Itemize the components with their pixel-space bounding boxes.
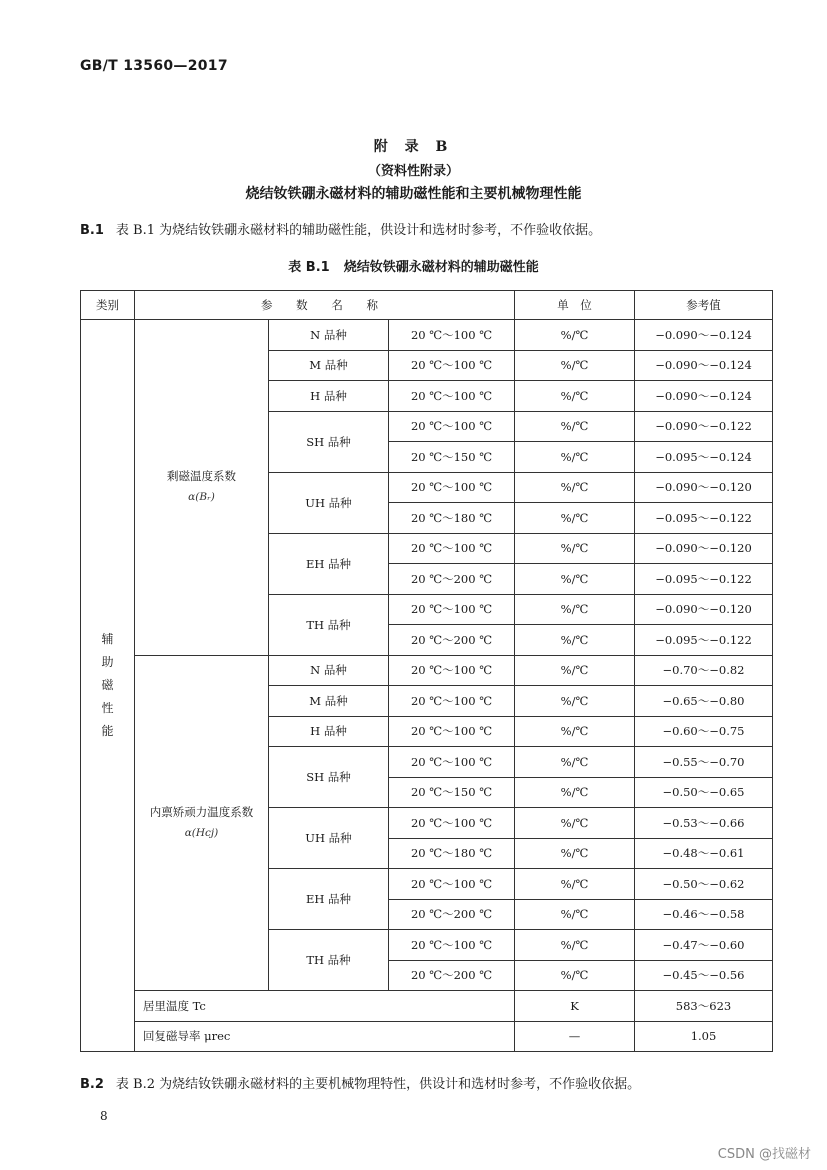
grade-cell: M 品种 [269, 350, 389, 381]
temp-range-cell: 20 ℃～100 ℃ [389, 350, 515, 381]
temp-range-cell: 20 ℃～100 ℃ [389, 716, 515, 747]
temp-range-cell: 20 ℃～200 ℃ [389, 625, 515, 656]
grade-cell: H 品种 [269, 381, 389, 412]
unit-cell: %/℃ [515, 686, 635, 717]
unit-cell: %/℃ [515, 533, 635, 564]
grade-cell: SH 品种 [269, 747, 389, 808]
value-cell: −0.65～−0.80 [635, 686, 773, 717]
section-b1-text: 表 B.1 为烧结钕铁硼永磁材料的辅助磁性能，供设计和选材时参考，不作验收依据。 [115, 223, 602, 238]
value-cell: −0.090～−0.120 [635, 472, 773, 503]
extra-param-cell: 回复磁导率 μrec [135, 1021, 515, 1052]
unit-cell: %/℃ [515, 320, 635, 351]
unit-cell: %/℃ [515, 960, 635, 991]
appendix-heading: 烧结钕铁硼永磁材料的辅助磁性能和主要机械物理性能 [245, 186, 582, 202]
value-cell: −0.53～−0.66 [635, 808, 773, 839]
value-cell: 583～623 [635, 991, 773, 1022]
grade-cell: N 品种 [269, 655, 389, 686]
value-cell: −0.095～−0.122 [635, 625, 773, 656]
value-cell: −0.46～−0.58 [635, 899, 773, 930]
value-cell: −0.70～−0.82 [635, 655, 773, 686]
header-unit: 单 位 [515, 291, 635, 320]
standard-number: GB/T 13560—2017 [80, 58, 228, 74]
temp-range-cell: 20 ℃～100 ℃ [389, 808, 515, 839]
temp-range-cell: 20 ℃～200 ℃ [389, 564, 515, 595]
value-cell: −0.090～−0.122 [635, 411, 773, 442]
grade-cell: TH 品种 [269, 594, 389, 655]
temp-range-cell: 20 ℃～100 ℃ [389, 594, 515, 625]
grade-cell: TH 品种 [269, 930, 389, 991]
temp-range-cell: 20 ℃～200 ℃ [389, 960, 515, 991]
table-row [81, 320, 773, 351]
temp-range-cell: 20 ℃～180 ℃ [389, 503, 515, 534]
grade-cell: UH 品种 [269, 808, 389, 869]
page-number: 8 [100, 1109, 108, 1123]
category-char: 能 [101, 724, 114, 738]
value-cell: −0.090～−0.124 [635, 320, 773, 351]
table-header-row [81, 291, 773, 320]
grade-cell: SH 品种 [269, 411, 389, 472]
unit-cell: %/℃ [515, 747, 635, 778]
param-group-cell [135, 655, 269, 991]
header-ref: 参考值 [635, 291, 773, 320]
unit-cell: %/℃ [515, 716, 635, 747]
unit-cell: K [515, 991, 635, 1022]
table-caption [0, 256, 827, 275]
value-cell: −0.50～−0.65 [635, 777, 773, 808]
unit-cell: %/℃ [515, 442, 635, 473]
category-char: 磁 [101, 678, 114, 692]
temp-range-cell: 20 ℃～200 ℃ [389, 899, 515, 930]
temp-range-cell: 20 ℃～180 ℃ [389, 838, 515, 869]
value-cell: −0.095～−0.124 [635, 442, 773, 473]
value-cell: −0.55～−0.70 [635, 747, 773, 778]
unit-cell: — [515, 1021, 635, 1052]
temp-range-cell: 20 ℃～100 ℃ [389, 655, 515, 686]
grade-cell: M 品种 [269, 686, 389, 717]
param-symbol: α(Bᵣ) [188, 491, 215, 504]
category-char: 辅 [101, 632, 114, 646]
value-cell: 1.05 [635, 1021, 773, 1052]
unit-cell: %/℃ [515, 838, 635, 869]
unit-cell: %/℃ [515, 869, 635, 900]
unit-cell: %/℃ [515, 777, 635, 808]
unit-cell: %/℃ [515, 350, 635, 381]
unit-cell: %/℃ [515, 899, 635, 930]
unit-cell: %/℃ [515, 808, 635, 839]
appendix-title: 附 录 B [373, 139, 454, 155]
temp-range-cell: 20 ℃～100 ℃ [389, 930, 515, 961]
unit-cell: %/℃ [515, 930, 635, 961]
category-cell [81, 320, 135, 1052]
unit-cell: %/℃ [515, 381, 635, 412]
param-name: 剩磁温度系数 [167, 469, 236, 484]
value-cell: −0.095～−0.122 [635, 503, 773, 534]
temp-range-cell: 20 ℃～150 ℃ [389, 442, 515, 473]
unit-cell: %/℃ [515, 472, 635, 503]
value-cell: −0.090～−0.120 [635, 594, 773, 625]
properties-table [80, 290, 773, 1052]
category-char: 性 [101, 701, 114, 715]
appendix-subtitle: （资料性附录） [367, 164, 459, 179]
value-cell: −0.095～−0.122 [635, 564, 773, 595]
unit-cell: %/℃ [515, 655, 635, 686]
unit-cell: %/℃ [515, 594, 635, 625]
grade-cell: UH 品种 [269, 472, 389, 533]
category-char: 助 [101, 655, 114, 669]
param-name: 内禀矫顽力温度系数 [149, 804, 254, 819]
param-group-cell [135, 320, 269, 656]
temp-range-cell: 20 ℃～100 ℃ [389, 472, 515, 503]
table-row [81, 991, 773, 1022]
section-b2 [80, 1073, 640, 1092]
section-b1-number: B.1 [80, 223, 104, 238]
param-symbol: α(Hcj) [184, 826, 219, 839]
value-cell: −0.090～−0.124 [635, 381, 773, 412]
table-row [81, 1021, 773, 1052]
temp-range-cell: 20 ℃～100 ℃ [389, 381, 515, 412]
table-caption-label: 表 B.1 [288, 260, 330, 275]
temp-range-cell: 20 ℃～150 ℃ [389, 777, 515, 808]
header-category: 类别 [81, 291, 135, 320]
section-b1 [80, 219, 601, 238]
temp-range-cell: 20 ℃～100 ℃ [389, 869, 515, 900]
value-cell: −0.090～−0.120 [635, 533, 773, 564]
unit-cell: %/℃ [515, 564, 635, 595]
grade-cell: EH 品种 [269, 533, 389, 594]
grade-cell: H 品种 [269, 716, 389, 747]
value-cell: −0.48～−0.61 [635, 838, 773, 869]
header-param: 参 数 名 称 [135, 291, 515, 320]
value-cell: −0.090～−0.124 [635, 350, 773, 381]
section-b2-number: B.2 [80, 1077, 104, 1092]
value-cell: −0.60～−0.75 [635, 716, 773, 747]
watermark: CSDN @找磁材 [717, 1147, 811, 1162]
value-cell: −0.50～−0.62 [635, 869, 773, 900]
unit-cell: %/℃ [515, 503, 635, 534]
temp-range-cell: 20 ℃～100 ℃ [389, 411, 515, 442]
unit-cell: %/℃ [515, 625, 635, 656]
value-cell: −0.45～−0.56 [635, 960, 773, 991]
section-b2-text: 表 B.2 为烧结钕铁硼永磁材料的主要机械物理特性，供设计和选材时参考，不作验收依据。 [115, 1077, 641, 1092]
temp-range-cell: 20 ℃～100 ℃ [389, 686, 515, 717]
extra-param-cell: 居里温度 Tc [135, 991, 515, 1022]
unit-cell: %/℃ [515, 411, 635, 442]
temp-range-cell: 20 ℃～100 ℃ [389, 320, 515, 351]
grade-cell: EH 品种 [269, 869, 389, 930]
temp-range-cell: 20 ℃～100 ℃ [389, 533, 515, 564]
temp-range-cell: 20 ℃～100 ℃ [389, 747, 515, 778]
table-row [81, 655, 773, 686]
value-cell: −0.47～−0.60 [635, 930, 773, 961]
table-caption-title: 烧结钕铁硼永磁材料的辅助磁性能 [343, 260, 539, 275]
grade-cell: N 品种 [269, 320, 389, 351]
